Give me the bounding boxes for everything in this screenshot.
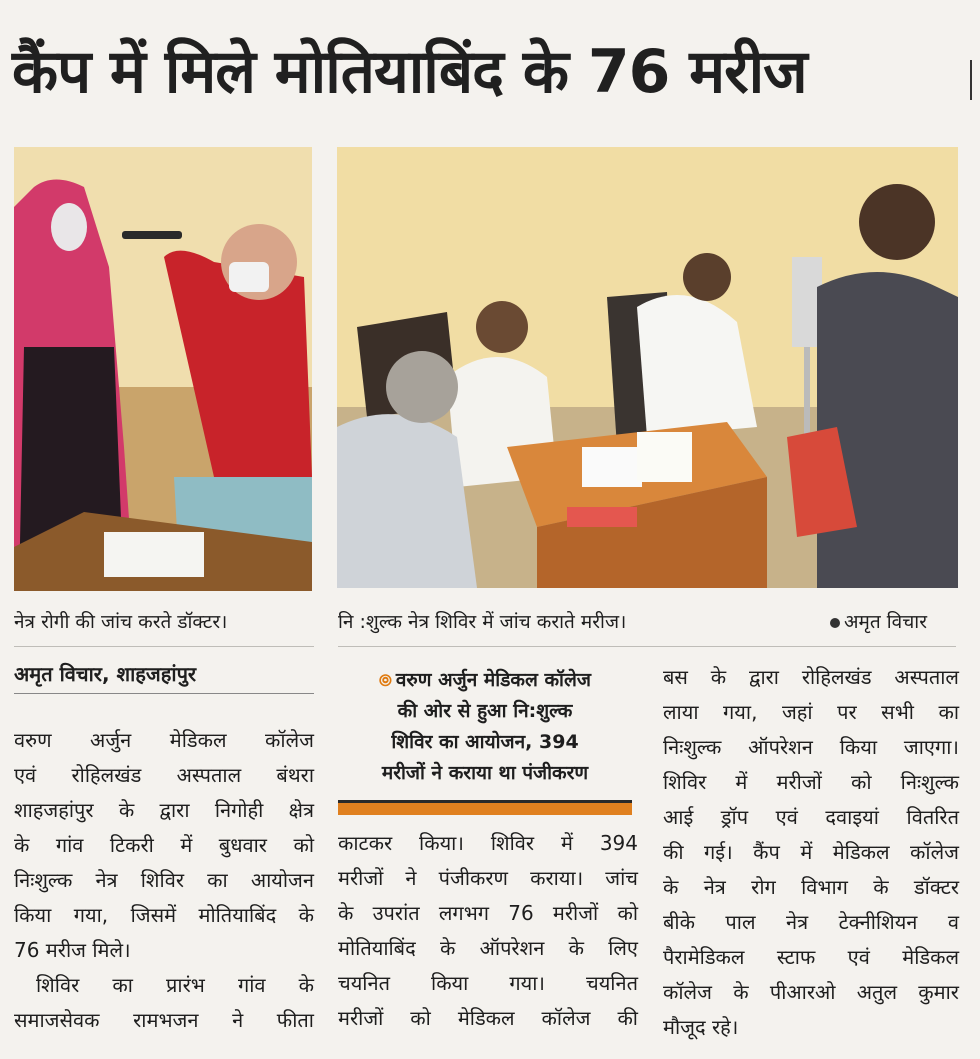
bullet-dot-icon (830, 618, 840, 628)
highlight-rule-accent (338, 803, 632, 815)
article-line: की गई। कैंप में मेडिकल कॉलेज (663, 840, 959, 864)
article-line: कॉलेज के पीआरओ अतुल कुमार (663, 980, 959, 1004)
highlight-line (338, 665, 632, 696)
highlight-line: मरीजों ने कराया था पंजीकरण (381, 762, 589, 784)
article-line: लाया गया, जहां पर सभी का (663, 700, 959, 724)
divider (14, 646, 314, 647)
photo-caption-right: नि :शुल्क नेत्र शिविर में जांच कराते मरीज। (338, 611, 627, 633)
article-column-2 (338, 826, 638, 1036)
article-line: पैरामेडिकल स्टाफ एवं मेडिकल (663, 945, 959, 969)
article-column-3 (663, 660, 959, 1045)
divider (338, 646, 956, 647)
article-line: मरीजों ने पंजीकरण कराया। जांच (338, 866, 638, 890)
article-line: शाहजहांपुर के द्वारा निगोही क्षेत्र (14, 798, 314, 822)
highlight-line-text: वरुण अर्जुन मेडिकल कॉलेज (395, 669, 591, 691)
article-line: 76 मरीज मिले। (14, 938, 131, 962)
article-line: शिविर में मरीजों को निःशुल्क (663, 770, 959, 794)
article-line: मोतियाबिंद के ऑपरेशन के लिए (338, 936, 638, 960)
photo-caption-left: नेत्र रोगी की जांच करते डॉक्टर। (14, 611, 228, 633)
photo-credit (830, 609, 927, 635)
article-line: समाजसेवक रामभजन ने फीता (14, 1008, 314, 1032)
article-line: एवं रोहिलखंड अस्पताल बंथरा (14, 763, 314, 787)
photo-credit-label: अमृत विचार (844, 611, 927, 633)
circle-arrow-icon: ⦾ (379, 671, 392, 690)
article-line: मौजूद रहे। (663, 1015, 739, 1039)
article-line: चयनित किया गया। चयनित (338, 971, 638, 995)
article-line: के गांव टिकरी में बुधवार को (14, 833, 314, 857)
dateline: अमृत विचार, शाहजहांपुर (14, 662, 197, 686)
article-line: के उपरांत लगभग 76 मरीजों को (338, 901, 638, 925)
article-line: बीके पाल नेत्र टेक्नीशियन व (663, 910, 959, 934)
article-column-1 (14, 723, 314, 1038)
headline: कैंप में मिले मोतियाबिंद के 76 मरीज (12, 37, 807, 107)
highlight-box (338, 665, 632, 789)
page-edge-mark (970, 60, 980, 100)
article-line: के नेत्र रोग विभाग के डॉक्टर (663, 875, 959, 899)
article-line: आई ड्रॉप एवं दवाइयां वितरित (663, 805, 959, 829)
highlight-line: शिविर का आयोजन, 394 (391, 731, 579, 753)
article-line: निःशुल्क नेत्र शिविर का आयोजन (14, 868, 314, 892)
photo-doctor-examining-patient (14, 147, 312, 591)
article-line: शिविर का प्रारंभ गांव के (36, 973, 314, 997)
article-line: बस के द्वारा रोहिलखंड अस्पताल (663, 665, 959, 689)
article-line: वरुण अर्जुन मेडिकल कॉलेज (14, 728, 314, 752)
divider (14, 693, 314, 694)
article-line: किया गया, जिसमें मोतियाबिंद के (14, 903, 314, 927)
highlight-line: की ओर से हुआ नि:शुल्क (397, 700, 573, 722)
article-line: काटकर किया। शिविर में 394 (338, 831, 638, 855)
article-line: मरीजों को मेडिकल कॉलेज की (338, 1006, 638, 1030)
article-line: निःशुल्क ऑपरेशन किया जाएगा। (663, 735, 959, 759)
photo-eye-camp-registration (337, 147, 958, 588)
